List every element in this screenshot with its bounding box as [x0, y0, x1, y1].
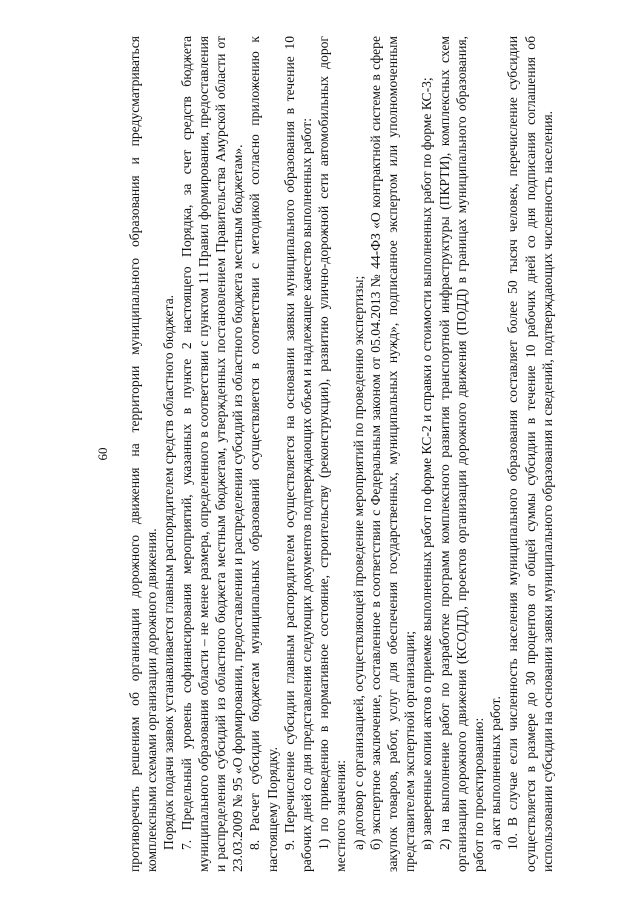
body-text	[126, 36, 556, 872]
rotated-text-block	[88, 36, 608, 872]
paragraph-8: 8. Расчет субсидии бюджетам муниципальных образований осуществляется в соответствии с методикой согласно приложению к настоящему Порядку.	[247, 36, 280, 872]
paragraph-7: 7. Предельный уровень софинансирования мероприятий, указанных в пункте 2 настоящего Порядка, за счет средств бюджета муниципального образования области – не менее размера, определенного в соответствии с пунктом 11 Правил формирования, предоставления и распределения субсидий из областного бюджета местным бюджетам, утвержденных постановлением Правительства Амурской области от 23.03.2009 № 95 «О формировании, предоставлении и распределении субсидий из областного бюджета местным бюджетам».	[178, 36, 246, 872]
paragraph-9-item-1a: а) договор с организацией, осуществляющей проведение мероприятий по проведению экспертизы;	[350, 275, 366, 850]
paragraph-9-item-1b: б) экспертное заключение, составленное в соответствии с Федеральным законом от 05.04.2013 № 44-ФЗ «О контрактной системе в сфере закупок товаров, работ, услуг для обеспечения государственных, муниципальных нужд», подписанное экспертом или уполномоченным представителем экспертной организации;	[367, 36, 418, 872]
paragraph-9-item-1: 1) по приведению в нормативное состояние, строительству (реконструкции), развитию улично-дорожной сети автомобильных дорог местного значения:	[316, 36, 349, 872]
paragraph-9-item-2: 2) на выполнение работ по разработке программ комплексного развития транспортной инфраструктуры (ПКРТИ), комплексных схем организации дорожного движения (КСОДД), проектов организации дорожного движения (ПОДД) в границах муниципального образования, работ по проектированию:	[436, 36, 487, 872]
paragraph-10: 10. В случае если численность населения муниципального образования составляет более 50 тысяч человек, перечисление субсидии осуществляется в размере до 30 процентов от общей суммы субсидии в течение 10 рабочих дней со дня подписания соглашения об использовании субсидии на основании заявки муниципального образования и сведений, подтверждающих численность населения.	[505, 36, 555, 872]
page-number: 60	[95, 447, 110, 461]
paragraph-continuation: противоречить решениям об организации дорожного движения на территории муниципального образования и предусматриваться комплексными схемами организации дорожного движения.	[127, 36, 160, 872]
paragraph-application-order: Порядок подачи заявок устанавливается главным распорядителем средств областного бюджета.	[161, 294, 177, 850]
paragraph-9-item-2a: а) акт выполненных работ.	[488, 696, 504, 850]
paragraph-9-item-1c: в) заверенные копии актов о приемке выполненных работ по форме КС-2 и справки о стоимости выполненных работ по форме КС-3;	[419, 77, 435, 850]
paragraph-9: 9. Перечисление субсидии главным распорядителем осуществляется на основании заявки муниципального образования в течение 10 рабочих дней со дня представления следующих документов подтверждающих объем и надлежащее качество выполненных работ:	[281, 36, 315, 872]
